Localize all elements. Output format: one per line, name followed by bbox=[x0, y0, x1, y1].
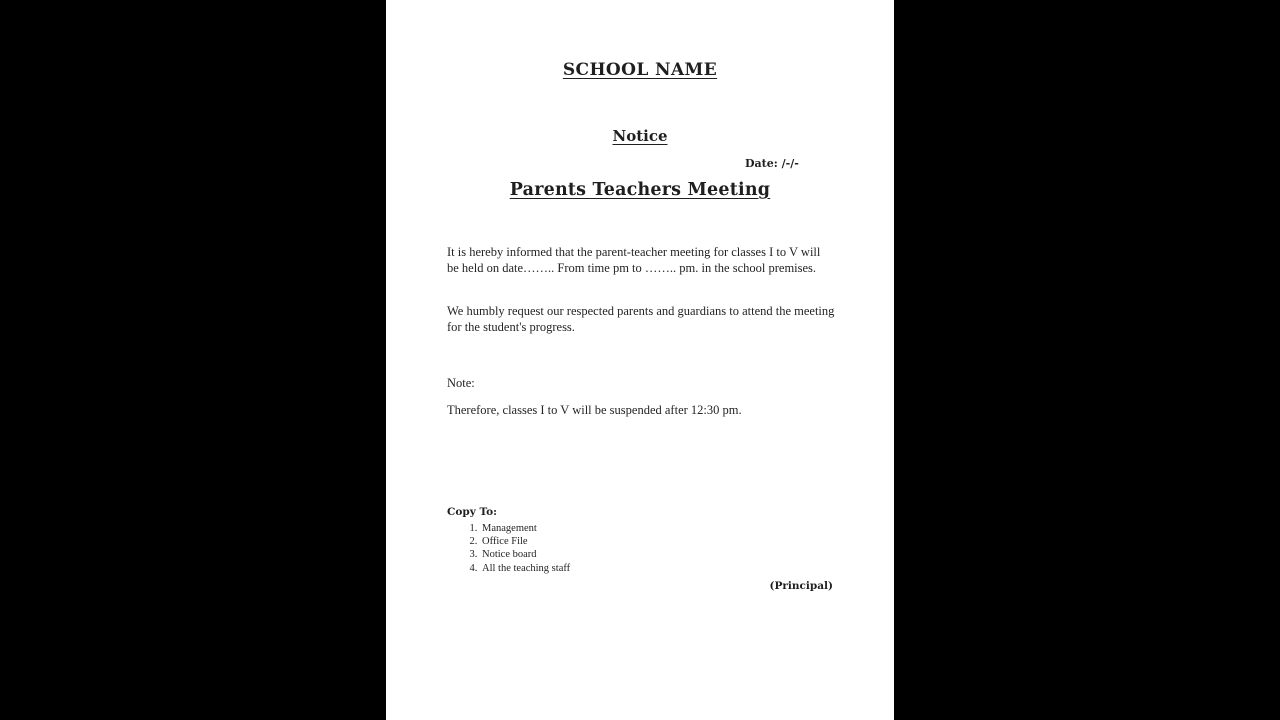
notice-heading: Notice bbox=[612, 127, 668, 145]
copy-to-item: 4. All the teaching staff bbox=[480, 562, 570, 575]
copy-to-list bbox=[447, 522, 570, 575]
copy-to-label: Copy To: bbox=[447, 506, 497, 518]
school-name-heading: SCHOOL NAME bbox=[562, 60, 718, 80]
copy-to-item: 3. Notice board bbox=[480, 548, 570, 561]
principal-signature-label: (Principal) bbox=[769, 580, 833, 592]
copy-to-item: 2. Office File bbox=[480, 535, 570, 548]
date-line: Date: /-/- bbox=[745, 157, 799, 170]
note-text: Therefore, classes I to V will be suspended after 12:30 pm. bbox=[447, 403, 742, 417]
page-title: Parents Teachers Meeting bbox=[509, 180, 771, 200]
notice-page bbox=[386, 0, 894, 720]
body-paragraph-2: We humbly request our respected parents and guardians to attend the meeting for the student's progress. bbox=[447, 304, 835, 334]
note-label: Note: bbox=[447, 376, 475, 390]
copy-to-item: 1. Management bbox=[480, 522, 570, 535]
body-paragraph-1: It is hereby informed that the parent-teacher meeting for classes I to V will be held on date…….. From time pm to …….. pm. in the school premises. bbox=[447, 245, 821, 275]
